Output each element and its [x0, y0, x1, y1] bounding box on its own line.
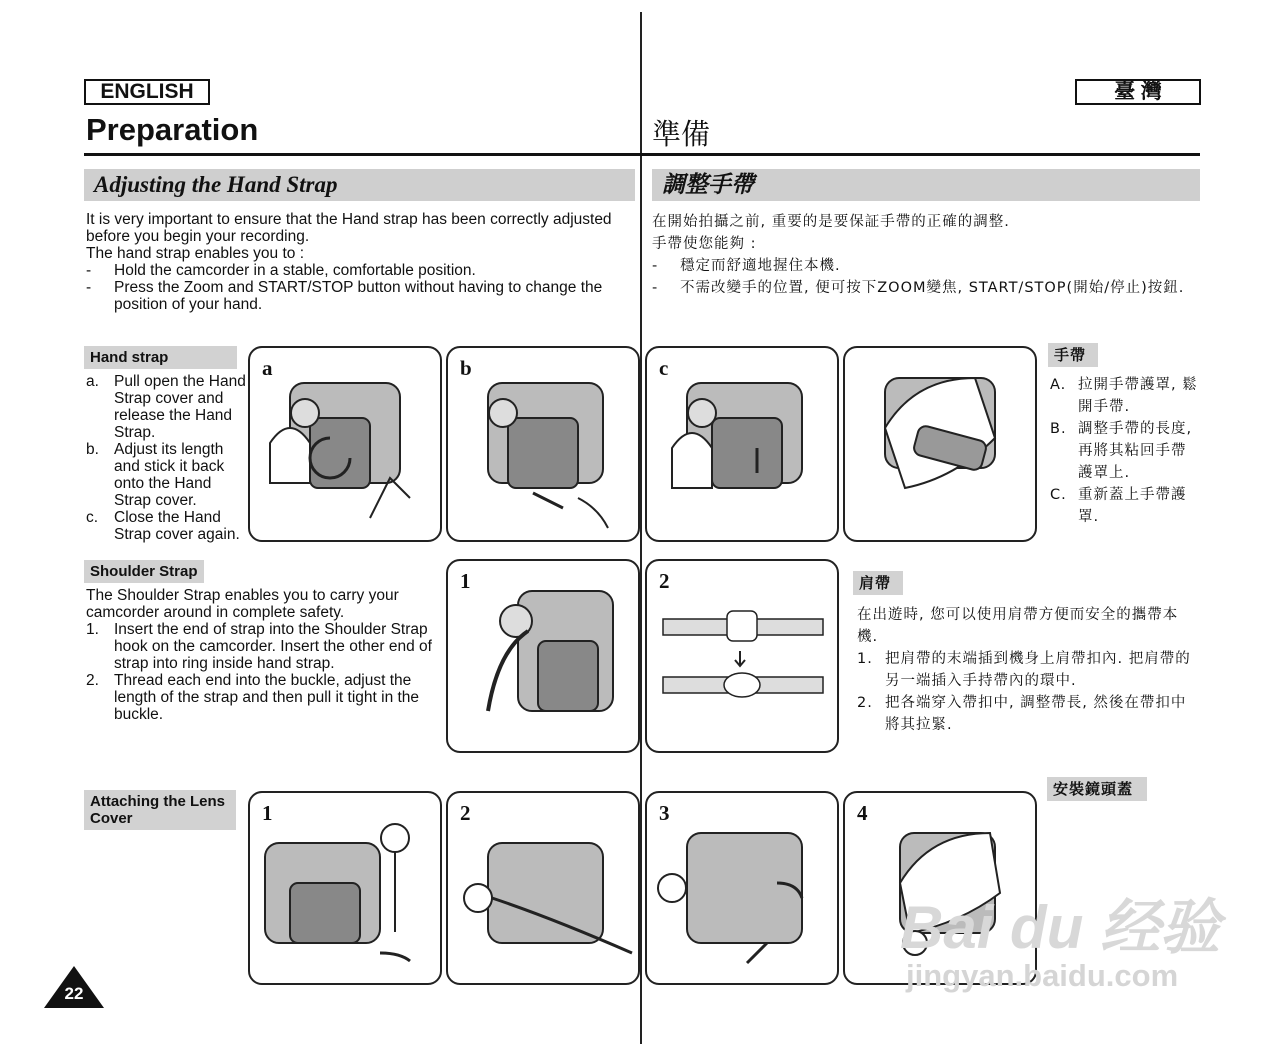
section-title-zh: 調整手帶: [652, 169, 1200, 201]
page-title-en: Preparation: [86, 112, 259, 147]
panel-tag: 1: [460, 569, 471, 593]
panel-tag: b: [460, 356, 472, 380]
watermark-url: jingyan.baidu.com: [906, 958, 1179, 993]
list-item: C. 重新蓋上手帶護罩.: [1050, 487, 1187, 525]
illustration-panel-lens-2: [446, 791, 640, 985]
shoulder-strap-intro-zh: 在出遊時, 您可以使用肩帶方便而安全的攜帶本機.: [857, 607, 1179, 645]
list-item: c. Close the Hand Strap cover again.: [86, 509, 240, 543]
hand-strap-steps-en: [86, 373, 246, 543]
list-item: 1. Insert the end of strap into the Shoulder Strap hook on the camcorder. Insert the other end of strap into ring inside hand strap.: [86, 621, 432, 672]
list-item: a. Pull open the Hand Strap cover and release the Hand Strap.: [86, 373, 246, 441]
language-tag-english: ENGLISH: [84, 79, 210, 105]
page-title-zh: 準備: [652, 117, 711, 151]
list-item: - Press the Zoom and START/STOP button without having to change the position of your hand.: [86, 279, 603, 313]
illustration-panel-lens-3: [645, 791, 839, 985]
panel-tag: 2: [659, 569, 670, 593]
panel-tag: c: [659, 356, 669, 380]
shoulder-strap-text-zh: [857, 604, 1197, 736]
list-item: b. Adjust its length and stick it back onto the Hand Strap cover.: [86, 441, 225, 509]
intro-line: It is very important to ensure that the Hand strap has been correctly adjusted: [86, 211, 612, 228]
intro-line: 在開始拍攝之前, 重要的是要保証手帶的正確的調整.: [652, 214, 1010, 230]
camcorder-illustration: [448, 561, 638, 751]
camcorder-in-hand-illustration: [845, 348, 1035, 540]
panel-tag: 2: [460, 801, 471, 825]
lens-cover-label-zh: 安裝鏡頭蓋: [1047, 777, 1147, 801]
hand-strap-steps-zh: [1050, 374, 1200, 528]
shoulder-strap-text-en: [86, 587, 436, 723]
illustration-panel-b: [446, 346, 640, 542]
hand-strap-label: Hand strap: [84, 346, 237, 369]
intro-en: [86, 211, 626, 313]
illustration-panel-a: [248, 346, 442, 542]
list-item: B. 調整手帶的長度, 再將其粘回手帶護罩上.: [1050, 421, 1193, 481]
intro-line: before you begin your recording.: [86, 228, 310, 245]
list-item: 2. Thread each end into the buckle, adjust the length of the strap and then pull it tight in the buckle.: [86, 672, 420, 723]
header-rule: [84, 153, 1200, 156]
camcorder-illustration: [647, 793, 837, 983]
intro-line: The hand strap enables you to :: [86, 245, 305, 262]
buckle-illustration: [647, 561, 837, 751]
list-item: A. 拉開手帶護罩, 鬆開手帶.: [1050, 377, 1198, 415]
watermark: Bai du 经验: [900, 894, 1221, 961]
panel-tag: 3: [659, 801, 670, 825]
illustration-panel-hand: [843, 346, 1037, 542]
illustration-panel-c: [645, 346, 839, 542]
camcorder-illustration: [250, 348, 440, 540]
list-item: 1. 把肩帶的末端插到機身上肩帶扣內. 把肩帶的另一端插入手持帶內的環中.: [857, 651, 1191, 689]
panel-tag: 1: [262, 801, 273, 825]
camcorder-illustration: [647, 348, 837, 540]
list-item: 2. 把各端穿入帶扣中, 調整帶長, 然後在帶扣中將其拉緊.: [857, 695, 1187, 733]
list-item: - 穩定而舒適地握住本機.: [652, 258, 841, 274]
illustration-panel-shoulder-1: [446, 559, 640, 753]
camcorder-illustration: [448, 348, 638, 540]
shoulder-strap-label-zh: 肩帶: [853, 571, 903, 595]
intro-line: 手帶使您能夠 :: [652, 236, 757, 252]
shoulder-strap-label: Shoulder Strap: [84, 560, 204, 583]
camcorder-illustration: [448, 793, 638, 983]
language-tag-taiwan: 臺 灣: [1075, 79, 1201, 105]
panel-tag: a: [262, 356, 273, 380]
hand-strap-label-zh: 手帶: [1048, 343, 1098, 367]
lens-cover-label: Attaching the Lens Cover: [84, 790, 236, 830]
intro-zh: [652, 211, 1187, 299]
list-item: - Hold the camcorder in a stable, comfortable position.: [86, 262, 476, 279]
camcorder-illustration: [250, 793, 440, 983]
page-number: 22: [64, 984, 84, 1003]
section-title-en: Adjusting the Hand Strap: [84, 169, 635, 201]
list-item: - 不需改變手的位置, 便可按下ZOOM變焦, START/STOP(開始/停止)按鈕.: [652, 280, 1185, 296]
illustration-panel-shoulder-2: [645, 559, 839, 753]
illustration-panel-lens-1: [248, 791, 442, 985]
panel-tag: 4: [857, 801, 868, 825]
shoulder-strap-intro: The Shoulder Strap enables you to carry your camcorder around in complete safety.: [86, 587, 399, 621]
column-divider: [640, 12, 642, 1044]
